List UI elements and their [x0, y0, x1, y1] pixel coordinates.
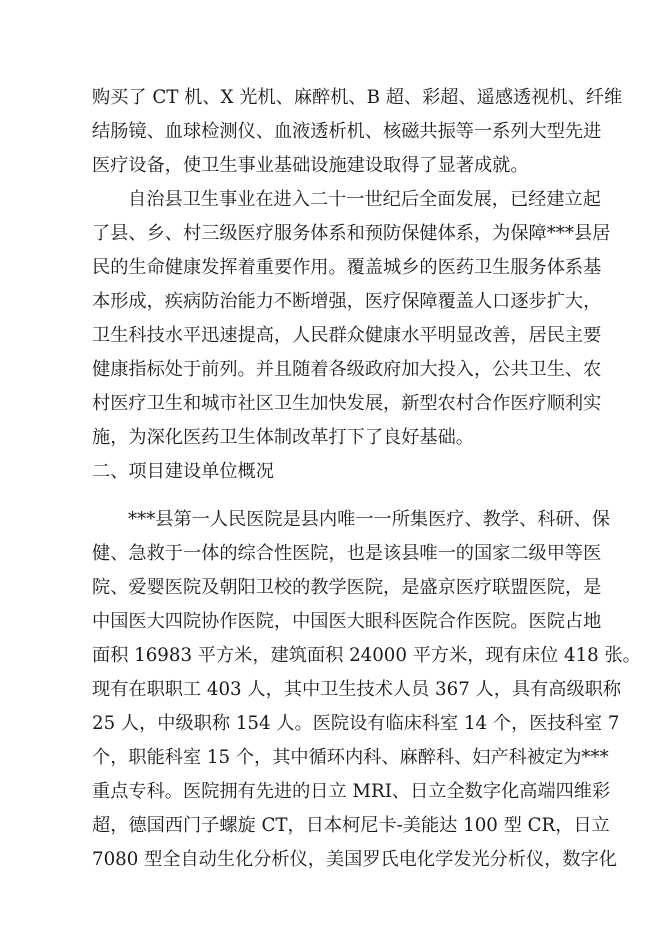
- paragraph-2-line-6: 健康指标处于前列。并且随着各级政府加大投入，公共卫生、农: [92, 359, 602, 380]
- section-heading: 二、项目建设单位概况: [92, 461, 274, 482]
- paragraph-3-line-4: 中国医大四院协作医院，中国医大眼科医院合作医院。医院占地: [92, 611, 602, 632]
- paragraph-1-line-2: 结肠镜、血球检测仪、血液透析机、核磁共振等一系列大型先进: [92, 121, 602, 142]
- paragraph-2-line-2: 了县、乡、村三级医疗服务体系和预防保健体系，为保障***县居: [92, 223, 611, 244]
- paragraph-3-line-2: 健、急救于一体的综合性医院，也是该县唯一的国家二级甲等医: [92, 543, 602, 564]
- paragraph-3-line-6: 现有在职职工 403 人，其中卫生技术人员 367 人，具有高级职称: [92, 679, 622, 700]
- paragraph-1-line-1: 购买了 CT 机、X 光机、麻醉机、B 超、彩超、遥感透视机、纤维: [92, 87, 623, 108]
- paragraph-2-line-8: 施，为深化医药卫生体制改革打下了良好基础。: [92, 427, 474, 448]
- paragraph-3-line-5: 面积 16983 平方米，建筑面积 24000 平方米，现有床位 418 张。: [92, 645, 641, 666]
- paragraph-2-line-7: 村医疗卫生和城市社区卫生加快发展，新型农村合作医疗顺利实: [92, 393, 602, 414]
- paragraph-3-line-1: ***县第一人民医院是县内唯一一所集医疗、教学、科研、保: [128, 509, 610, 530]
- paragraph-3-line-3: 院、爱婴医院及朝阳卫校的教学医院，是盛京医疗联盟医院，是: [92, 577, 602, 598]
- paragraph-3-line-10: 超，德国西门子螺旋 CT，日本柯尼卡-美能达 100 型 CR，日立: [92, 815, 610, 836]
- paragraph-2-line-3: 民的生命健康发挥着重要作用。覆盖城乡的医药卫生服务体系基: [92, 257, 602, 278]
- paragraph-2-line-4: 本形成，疾病防治能力不断增强，医疗保障覆盖人口逐步扩大，: [92, 291, 602, 312]
- paragraph-3-line-8: 个，职能科室 15 个，其中循环内科、麻醉科、妇产科被定为***: [92, 747, 609, 768]
- paragraph-3-line-9: 重点专科。医院拥有先进的日立 MRI、日立全数字化高端四维彩: [92, 781, 611, 802]
- paragraph-3-line-7: 25 人，中级职称 154 人。医院设有临床科室 14 个，医技科室 7: [92, 713, 620, 734]
- paragraph-2-line-5: 卫生科技水平迅速提高，人民群众健康水平明显改善，居民主要: [92, 325, 602, 346]
- paragraph-1-line-3: 医疗设备，使卫生事业基础设施建设取得了显著成就。: [92, 155, 529, 176]
- paragraph-3-line-11: 7080 型全自动生化分析仪，美国罗氏电化学发光分析仪，数字化: [92, 849, 617, 870]
- paragraph-2-line-1: 自治县卫生事业在进入二十一世纪后全面发展，已经建立起: [128, 189, 601, 210]
